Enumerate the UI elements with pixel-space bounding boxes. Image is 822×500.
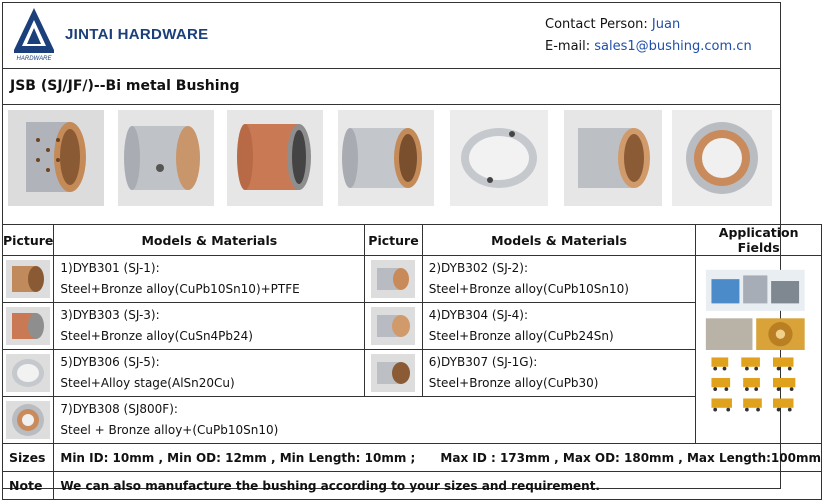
sizes-label: Sizes	[3, 444, 54, 472]
picture-cell	[365, 350, 422, 397]
model-material: Steel+Alloy stage(AlSn20Cu)	[60, 376, 235, 390]
bushing-photo-perforated	[8, 110, 104, 206]
header-models: Models & Materials	[54, 225, 365, 256]
jintai-logo	[10, 6, 58, 62]
sizes-row	[3, 444, 822, 472]
model-name: 7)DYB308 (SJ800F):	[60, 402, 178, 416]
sizes-value: Min ID: 10mm , Min OD: 12mm , Min Length: 10mm ; Max ID : 173mm , Max OD: 180mm , Max Length:100mm	[54, 444, 822, 472]
contact-block	[545, 14, 752, 58]
model-material: Steel+Bronze alloy(CuPb10Sn10)	[428, 282, 629, 296]
bushing-photo-bronze-lined	[564, 110, 662, 206]
application-fields-cell	[696, 256, 822, 444]
picture-cell	[365, 256, 422, 303]
model-material: Steel+Bronze alloy(CuPb10Sn10)+PTFE	[60, 282, 300, 296]
model-cell	[422, 350, 696, 397]
table-header-row	[3, 225, 822, 256]
bushing-photo-flanged	[672, 110, 772, 206]
bushing-photo-hole	[118, 110, 214, 206]
contact-value: Juan	[651, 17, 681, 32]
bushing-thumbnail	[371, 307, 415, 345]
picture-cell	[3, 303, 54, 350]
bushing-thumbnail	[6, 401, 50, 439]
picture-cell	[3, 397, 54, 444]
picture-cell	[3, 256, 54, 303]
product-photo-strip	[8, 110, 776, 206]
bushing-photo-ring	[450, 110, 548, 206]
divider	[2, 68, 781, 69]
note-row	[3, 472, 822, 500]
divider	[2, 104, 781, 105]
model-cell	[54, 350, 365, 397]
model-material: Steel+Bronze alloy(CuSn4Pb24)	[60, 329, 253, 343]
model-name: 6)DYB307 (SJ-1G):	[428, 355, 538, 369]
logo-subtext: HARDWARE	[16, 56, 52, 62]
model-material: Steel+Bronze alloy(CuPb30)	[428, 376, 599, 390]
brand-name: JINTAI HARDWARE	[65, 26, 209, 43]
bushing-thumbnail	[371, 354, 415, 392]
model-cell	[54, 303, 365, 350]
application-fields-image	[704, 265, 814, 435]
model-cell	[54, 256, 365, 303]
page-title: JSB (SJ/JF/)--Bi metal Bushing	[10, 78, 240, 94]
table-row	[3, 256, 822, 303]
bushing-thumbnail	[6, 307, 50, 345]
header-application-fields: Application Fields	[696, 225, 822, 256]
picture-cell	[3, 350, 54, 397]
header-picture-2: Picture	[365, 225, 422, 256]
models-table	[2, 224, 822, 500]
email-label: E-mail:	[545, 39, 591, 54]
note-value: We can also manufacture the bushing according to your sizes and requirement.	[54, 472, 822, 500]
model-cell	[54, 397, 696, 444]
bushing-thumbnail	[6, 354, 50, 392]
bushing-photo-copper	[227, 110, 323, 206]
model-name: 3)DYB303 (SJ-3):	[60, 308, 160, 322]
model-name: 2)DYB302 (SJ-2):	[428, 261, 529, 275]
email-link[interactable]: sales1@bushing.com.cn	[594, 39, 752, 54]
header-picture: Picture	[3, 225, 54, 256]
model-cell	[422, 303, 696, 350]
bushing-photo-steel	[338, 110, 434, 206]
model-cell	[422, 256, 696, 303]
note-label: Note	[3, 472, 54, 500]
model-name: 1)DYB301 (SJ-1):	[60, 261, 160, 275]
bushing-thumbnail	[6, 260, 50, 298]
picture-cell	[365, 303, 422, 350]
bushing-thumbnail	[371, 260, 415, 298]
model-name: 5)DYB306 (SJ-5):	[60, 355, 160, 369]
model-name: 4)DYB304 (SJ-4):	[428, 308, 529, 322]
model-material: Steel + Bronze alloy+(CuPb10Sn10)	[60, 423, 279, 437]
header-models-2: Models & Materials	[422, 225, 696, 256]
model-material: Steel+Bronze alloy(CuPb24Sn)	[428, 329, 614, 343]
contact-label: Contact Person:	[545, 17, 648, 32]
